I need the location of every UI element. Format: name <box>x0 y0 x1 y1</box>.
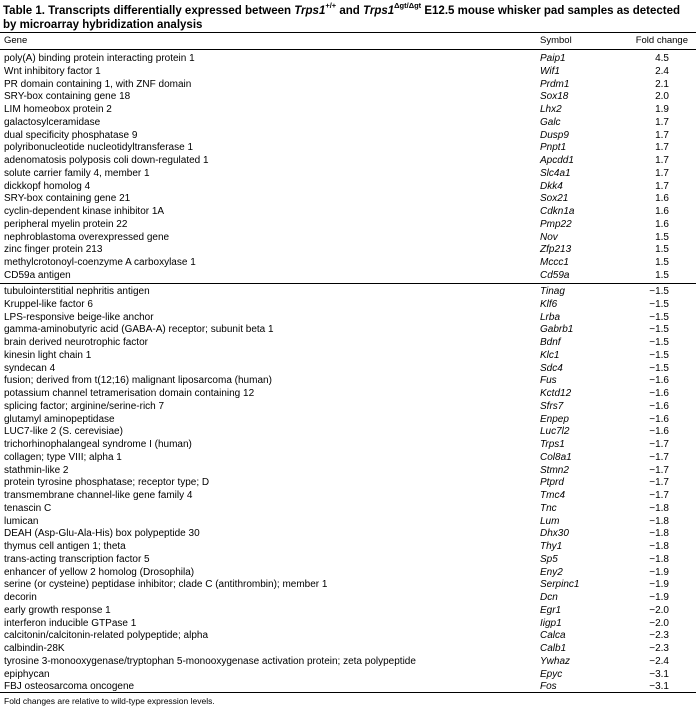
gene-symbol: Zfp213 <box>540 244 572 256</box>
table-row <box>0 618 696 631</box>
gene-name: transmembrane channel-like gene family 4 <box>4 490 193 501</box>
section-divider <box>0 283 696 284</box>
gene-name: adenomatosis polyposis coli down-regulated 1 <box>4 155 209 166</box>
gene-symbol: Sox21 <box>540 193 569 205</box>
fold-change: −1.9 <box>649 592 669 603</box>
fold-change: 2.4 <box>655 65 669 77</box>
table-row <box>0 490 696 503</box>
table-row <box>0 312 696 325</box>
gene-name: tyrosine 3-monooxygenase/tryptophan 5-monooxygenase activation protein; zeta polypeptide <box>4 655 416 667</box>
fold-change: −1.8 <box>649 541 669 552</box>
gene-name: brain derived neurotrophic factor <box>4 337 148 348</box>
table-row <box>0 401 696 414</box>
fold-change: 1.5 <box>655 231 669 243</box>
gene-name: dual specificity phosphatase 9 <box>4 129 138 141</box>
fold-change: 2.1 <box>655 78 669 90</box>
table-row <box>0 117 696 130</box>
table-row <box>0 516 696 529</box>
table-row <box>0 130 696 143</box>
gene-name: cyclin-dependent kinase inhibitor 1A <box>4 206 165 217</box>
gene-symbol: Epyc <box>540 668 563 680</box>
gene-name: trans-acting transcription factor 5 <box>4 553 150 565</box>
fold-change: −3.1 <box>649 668 669 680</box>
gene-name: thymus cell antigen 1; theta <box>4 541 126 552</box>
fold-change: −1.8 <box>649 515 669 527</box>
gene-name: interferon inducible GTPase 1 <box>4 617 137 629</box>
gene-name: zinc finger protein 213 <box>4 244 103 256</box>
fold-change: 1.7 <box>655 167 669 179</box>
gene-name: lumican <box>4 515 39 527</box>
fold-change: 1.5 <box>655 257 669 268</box>
table-row <box>0 232 696 245</box>
fold-change: −1.5 <box>649 337 669 348</box>
gene-symbol: Sp5 <box>540 553 558 565</box>
table-row <box>0 554 696 567</box>
gene-name: calcitonin/calcitonin-related polypeptide; alpha <box>4 630 209 642</box>
gene-symbol: Tnc <box>540 502 557 514</box>
table-row <box>0 91 696 104</box>
gene-name: CD59a antigen <box>4 269 71 281</box>
fold-change: −1.6 <box>649 400 669 412</box>
gene-symbol: Col8a1 <box>540 451 572 463</box>
gene-name: early growth response 1 <box>4 604 111 616</box>
gene-name: stathmin-like 2 <box>4 464 69 476</box>
gene-symbol: Kctd12 <box>540 388 572 399</box>
fold-change: 2.0 <box>655 91 669 103</box>
gene-symbol: Eny2 <box>540 566 563 578</box>
gene-symbol: Calca <box>540 630 566 642</box>
gene-name: LUC7-like 2 (S. cerevisiae) <box>4 426 123 438</box>
gene-symbol: Ywhaz <box>540 655 571 667</box>
fold-change: −1.7 <box>649 451 669 463</box>
table-row <box>0 643 696 656</box>
gene-name: galactosylceramidase <box>4 116 101 128</box>
gene-symbol: Thy1 <box>540 541 563 552</box>
table-row <box>0 541 696 554</box>
gene-name: kinesin light chain 1 <box>4 349 92 361</box>
fold-change: −1.6 <box>649 375 669 387</box>
gene-symbol: Slc4a1 <box>540 167 571 179</box>
table-row <box>0 299 696 312</box>
gene-name: SRY-box containing gene 18 <box>4 91 131 103</box>
gene-symbol: Sfrs7 <box>540 400 564 412</box>
fold-change: 1.5 <box>655 244 669 256</box>
gene-name: serine (or cysteine) peptidase inhibitor; clade C (antithrombin); member 1 <box>4 579 328 591</box>
table-row <box>0 181 696 194</box>
gene-name: methylcrotonoyl-coenzyme A carboxylase 1 <box>4 257 196 268</box>
table-row <box>0 375 696 388</box>
gene-name: poly(A) binding protein interacting protein 1 <box>4 53 195 64</box>
table-row <box>0 350 696 363</box>
gene-symbol: Dhx30 <box>540 528 569 540</box>
gene-name: trichorhinophalangeal syndrome I (human) <box>4 439 192 450</box>
gene-symbol: Klf6 <box>540 298 558 310</box>
table-row <box>0 388 696 401</box>
table-bottom-rule <box>0 692 696 693</box>
table-row <box>0 168 696 181</box>
gene-symbol: Egr1 <box>540 604 562 616</box>
fold-change: −1.5 <box>649 324 669 336</box>
gene-symbol: Lhx2 <box>540 104 562 115</box>
gene-symbol: Bdnf <box>540 337 561 348</box>
gene-symbol: Iigp1 <box>540 617 562 629</box>
gene-symbol: Pmp22 <box>540 218 572 230</box>
gene-symbol: Klc1 <box>540 349 560 361</box>
fold-change: −1.7 <box>649 477 669 489</box>
fold-change: 1.7 <box>655 129 669 141</box>
table-footnote: Fold changes are relative to wild-type expression levels. <box>4 696 215 706</box>
gene-symbol: Sox18 <box>540 91 569 103</box>
gene-name: PR domain containing 1, with ZNF domain <box>4 78 192 90</box>
table-row <box>0 324 696 337</box>
table-row <box>0 337 696 350</box>
fold-change: 1.6 <box>655 193 669 205</box>
gene-name: protein tyrosine phosphatase; receptor type; D <box>4 477 210 489</box>
gene-symbol: Cdkn1a <box>540 206 575 217</box>
fold-change: −1.6 <box>649 388 669 399</box>
gene-name: LPS-responsive beige-like anchor <box>4 311 154 323</box>
fold-change: −1.8 <box>649 502 669 514</box>
gene-name: FBJ osteosarcoma oncogene <box>4 681 135 693</box>
fold-change: −1.9 <box>649 579 669 591</box>
gene-symbol: Stmn2 <box>540 464 569 476</box>
gene-symbol: Tmc4 <box>540 490 565 501</box>
gene-symbol: Tinag <box>540 286 565 297</box>
fold-change: −1.7 <box>649 439 669 450</box>
gene-name: peripheral myelin protein 22 <box>4 218 128 230</box>
gene-symbol: Galc <box>540 116 561 128</box>
fold-change: −3.1 <box>649 681 669 693</box>
table-row <box>0 270 696 283</box>
fold-change: −1.5 <box>649 298 669 310</box>
table-row <box>0 79 696 92</box>
table-row <box>0 286 696 299</box>
fold-change: −1.5 <box>649 311 669 323</box>
fold-change: 1.7 <box>655 116 669 128</box>
gene-symbol: Fus <box>540 375 557 387</box>
fold-change: 1.6 <box>655 218 669 230</box>
gene-name: glutamyl aminopeptidase <box>4 413 115 425</box>
gene-symbol: Lum <box>540 515 560 527</box>
table-row <box>0 193 696 206</box>
fold-change: −2.3 <box>649 630 669 642</box>
fold-change: 1.9 <box>655 104 669 115</box>
table-row <box>0 426 696 439</box>
table-row <box>0 605 696 618</box>
table-row <box>0 155 696 168</box>
gene-name: collagen; type VIII; alpha 1 <box>4 451 122 463</box>
gene-name: splicing factor; arginine/serine-rich 7 <box>4 400 165 412</box>
gene-name: polyribonucleotide nucleotidyltransferase 1 <box>4 142 194 154</box>
gene-name: Wnt inhibitory factor 1 <box>4 65 101 77</box>
table-row <box>0 257 696 270</box>
gene-symbol: Gabrb1 <box>540 324 574 336</box>
gene-name: decorin <box>4 592 37 603</box>
gene-symbol: Dusp9 <box>540 129 569 141</box>
fold-change: −1.5 <box>649 362 669 374</box>
gene-name: enhancer of yellow 2 homolog (Drosophila) <box>4 566 195 578</box>
gene-symbol: Sdc4 <box>540 362 563 374</box>
gene-name: DEAH (Asp-Glu-Ala-His) box polypeptide 30 <box>4 528 200 540</box>
gene-symbol: Dcn <box>540 592 558 603</box>
fold-change: −2.3 <box>649 643 669 654</box>
fold-change: −1.9 <box>649 566 669 578</box>
table-row <box>0 53 696 66</box>
fold-change: −2.4 <box>649 655 669 667</box>
table-row <box>0 528 696 541</box>
fold-change: −1.5 <box>649 349 669 361</box>
table-row <box>0 579 696 592</box>
gene-symbol: Dkk4 <box>540 180 563 192</box>
fold-change: −1.8 <box>649 553 669 565</box>
column-header-fold-change: Fold change <box>635 35 688 46</box>
gene-symbol: Fos <box>540 681 557 693</box>
gene-symbol: Ptprd <box>540 477 564 489</box>
gene-symbol: Pnpt1 <box>540 142 567 154</box>
fold-change: 1.6 <box>655 206 669 217</box>
table-row <box>0 630 696 643</box>
gene-name: tenascin C <box>4 502 52 514</box>
table-row <box>0 439 696 452</box>
fold-change: −1.7 <box>649 490 669 501</box>
gene-name: solute carrier family 4, member 1 <box>4 167 150 179</box>
table-row <box>0 244 696 257</box>
fold-change: −1.6 <box>649 426 669 438</box>
gene-symbol: Luc7l2 <box>540 426 570 438</box>
gene-name: gamma-aminobutyric acid (GABA-A) receptor; subunit beta 1 <box>4 324 274 336</box>
gene-name: syndecan 4 <box>4 362 56 374</box>
table-row <box>0 465 696 478</box>
table-row <box>0 66 696 79</box>
gene-name: fusion; derived from t(12;16) malignant liposarcoma (human) <box>4 375 272 387</box>
gene-name: LIM homeobox protein 2 <box>4 104 112 115</box>
gene-symbol: Trps1 <box>540 439 565 450</box>
gene-name: calbindin-28K <box>4 643 65 654</box>
table-row <box>0 414 696 427</box>
gene-symbol: Wif1 <box>540 65 560 77</box>
fold-change: −2.0 <box>649 617 669 629</box>
table-row <box>0 219 696 232</box>
table-row <box>0 452 696 465</box>
gene-symbol: Calb1 <box>540 643 567 654</box>
fold-change: −1.6 <box>649 413 669 425</box>
table-row <box>0 656 696 669</box>
table-row <box>0 206 696 219</box>
gene-symbol: Prdm1 <box>540 78 570 90</box>
gene-name: tubulointerstitial nephritis antigen <box>4 286 150 297</box>
gene-symbol: Nov <box>540 231 558 243</box>
table-row <box>0 363 696 376</box>
column-header-row <box>0 32 696 50</box>
table-caption: Table 1. Transcripts differentially expressed between Trps1+/+ and $Trps1^{\Delta gt/\Delta gt}$ E12.5 mouse whisker pad samples as detected by microarray hybridization analysis <box>3 1 681 31</box>
table-row <box>0 477 696 490</box>
column-header-gene: Gene <box>4 35 28 46</box>
gene-symbol: Cd59a <box>540 269 570 281</box>
gene-name: nephroblastoma overexpressed gene <box>4 231 170 243</box>
gene-symbol: Lrba <box>540 311 561 323</box>
gene-name: dickkopf homolog 4 <box>4 180 91 192</box>
fold-change: 4.5 <box>655 53 669 64</box>
table-row <box>0 503 696 516</box>
fold-change: 1.7 <box>655 180 669 192</box>
upregulated-rows <box>0 53 696 283</box>
fold-change: 1.5 <box>655 269 669 281</box>
fold-change: −2.0 <box>649 604 669 616</box>
column-header-symbol: Symbol <box>540 35 572 46</box>
gene-symbol: Apcdd1 <box>540 155 574 166</box>
gene-name: potassium channel tetramerisation domain containing 12 <box>4 388 255 399</box>
gene-symbol: Mccc1 <box>540 257 569 268</box>
gene-name: epiphycan <box>4 668 50 680</box>
downregulated-rows <box>0 286 696 694</box>
gene-symbol: Enpep <box>540 413 569 425</box>
fold-change: 1.7 <box>655 155 669 166</box>
table-row <box>0 567 696 580</box>
fold-change: −1.5 <box>649 286 669 297</box>
fold-change: 1.7 <box>655 142 669 154</box>
table-row <box>0 592 696 605</box>
table-row <box>0 142 696 155</box>
fold-change: −1.7 <box>649 464 669 476</box>
gene-symbol: Serpinc1 <box>540 579 580 591</box>
gene-symbol: Paip1 <box>540 53 566 64</box>
gene-name: SRY-box containing gene 21 <box>4 193 131 205</box>
table-row <box>0 669 696 682</box>
table-row <box>0 104 696 117</box>
fold-change: −1.8 <box>649 528 669 540</box>
gene-name: Kruppel-like factor 6 <box>4 298 93 310</box>
